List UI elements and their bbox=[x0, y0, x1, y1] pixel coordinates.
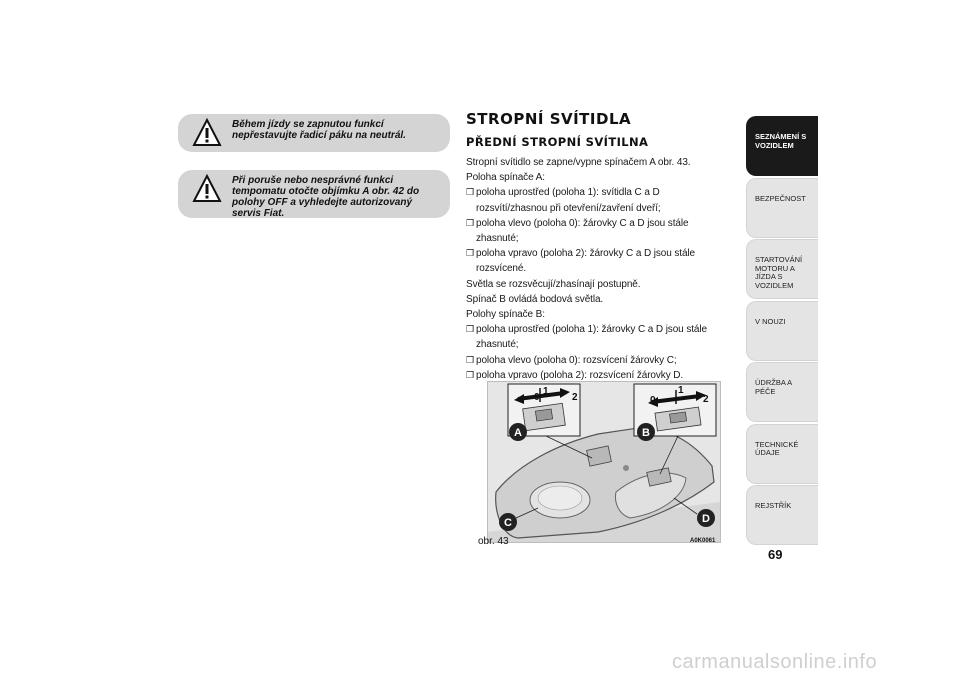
list-item-text: poloha vlevo (poloha 0): rozsvícení žárovky C; bbox=[476, 354, 677, 366]
callout-a: A bbox=[514, 427, 522, 439]
warning-triangle-icon bbox=[192, 174, 222, 204]
figure-caption: obr. 43 bbox=[478, 536, 509, 547]
tab-emergency[interactable]: V NOUZI bbox=[746, 301, 818, 361]
list-item-text: poloha vlevo (poloha 0): žárovky C a D jsou stále zhasnuté; bbox=[476, 217, 689, 245]
tab-safety[interactable]: BEZPEČNOST bbox=[746, 178, 818, 238]
checkbox-bullet-icon: ❒ bbox=[466, 217, 474, 228]
switch-b-position-2: 2 bbox=[703, 394, 709, 405]
page-number: 69 bbox=[768, 547, 783, 562]
list-item bbox=[466, 322, 728, 352]
chapter-tabs bbox=[746, 116, 818, 547]
warning-text: Při poruše nebo nesprávné funkci tempomatu otočte objímku A obr. 42 do polohy OFF a vyhledejte autorizovaný servis Fiat. bbox=[232, 175, 420, 219]
list-item-text: poloha uprostřed (poloha 1): žárovky C a D jsou stále zhasnuté; bbox=[476, 324, 707, 351]
tab-technical-data[interactable]: TECHNICKÉ ÚDAJE bbox=[746, 424, 818, 484]
list-item-text: poloha uprostřed (poloha 1): svítidla C a D rozsvítí/zhasnou při otevření/zavření dveří; bbox=[476, 187, 661, 214]
watermark: carmanualsonline.info bbox=[672, 651, 878, 673]
paragraph: Poloha spínače A: bbox=[466, 172, 545, 184]
list-item bbox=[466, 353, 728, 368]
checkbox-bullet-icon: ❒ bbox=[466, 354, 474, 365]
paragraph: Polohy spínače B: bbox=[466, 309, 545, 321]
list-item-text: poloha vpravo (poloha 2): žárovky C a D jsou stále rozsvícené. bbox=[476, 248, 696, 275]
checkbox-bullet-icon: ❒ bbox=[466, 369, 474, 380]
ceiling-light-figure bbox=[487, 381, 721, 543]
checkbox-bullet-icon: ❒ bbox=[466, 324, 474, 335]
checkbox-bullet-icon: ❒ bbox=[466, 187, 474, 198]
checkbox-bullet-icon: ❒ bbox=[466, 248, 474, 259]
figure-code: A0K0061 bbox=[690, 538, 716, 544]
tab-getting-to-know[interactable]: SEZNÁMENÍ S VOZIDLEM bbox=[746, 116, 818, 176]
switch-a-position-0: 0 bbox=[534, 392, 540, 403]
warning-box-cruise-control bbox=[178, 170, 450, 218]
switch-a-position-2: 2 bbox=[572, 392, 578, 403]
list-item bbox=[466, 185, 728, 215]
list-item bbox=[466, 246, 728, 276]
paragraph: Světla se rozsvěcují/zhasínají postupně. bbox=[466, 278, 641, 290]
section-subtitle: PŘEDNÍ STROPNÍ SVÍTILNA bbox=[466, 135, 649, 149]
warning-triangle-icon bbox=[192, 118, 222, 148]
callout-d: D bbox=[702, 513, 710, 525]
section-body bbox=[466, 155, 728, 383]
switch-a-position-1: 1 bbox=[543, 386, 549, 397]
switch-b-position-0: 0 bbox=[650, 395, 656, 406]
callout-b: B bbox=[642, 427, 650, 439]
paragraph: Stropní svítidlo se zapne/vypne spínačem A obr. 43. bbox=[466, 157, 691, 168]
ceiling-light-illustration bbox=[488, 382, 720, 542]
callout-c: C bbox=[504, 517, 512, 529]
list-item-text: poloha vpravo (poloha 2): rozsvícení žárovky D. bbox=[476, 369, 684, 381]
tab-index[interactable]: REJSTŘÍK bbox=[746, 485, 818, 545]
paragraph: Spínač B ovládá bodová světla. bbox=[466, 293, 604, 305]
warning-text: Během jízdy se zapnutou funkcí nepřestavujte řadicí páku na neutrál. bbox=[232, 119, 406, 141]
warning-box-driving bbox=[178, 114, 450, 152]
list-item bbox=[466, 216, 728, 246]
section-ceiling-lights bbox=[466, 110, 728, 383]
tab-maintenance[interactable]: ÚDRŽBA A PÉČE bbox=[746, 362, 818, 422]
section-title: STROPNÍ SVÍTIDLA bbox=[466, 110, 632, 128]
tab-starting-driving[interactable]: STARTOVÁNÍ MOTORU A JÍZDA S VOZIDLEM bbox=[746, 239, 818, 299]
switch-b-position-1: 1 bbox=[678, 385, 684, 396]
